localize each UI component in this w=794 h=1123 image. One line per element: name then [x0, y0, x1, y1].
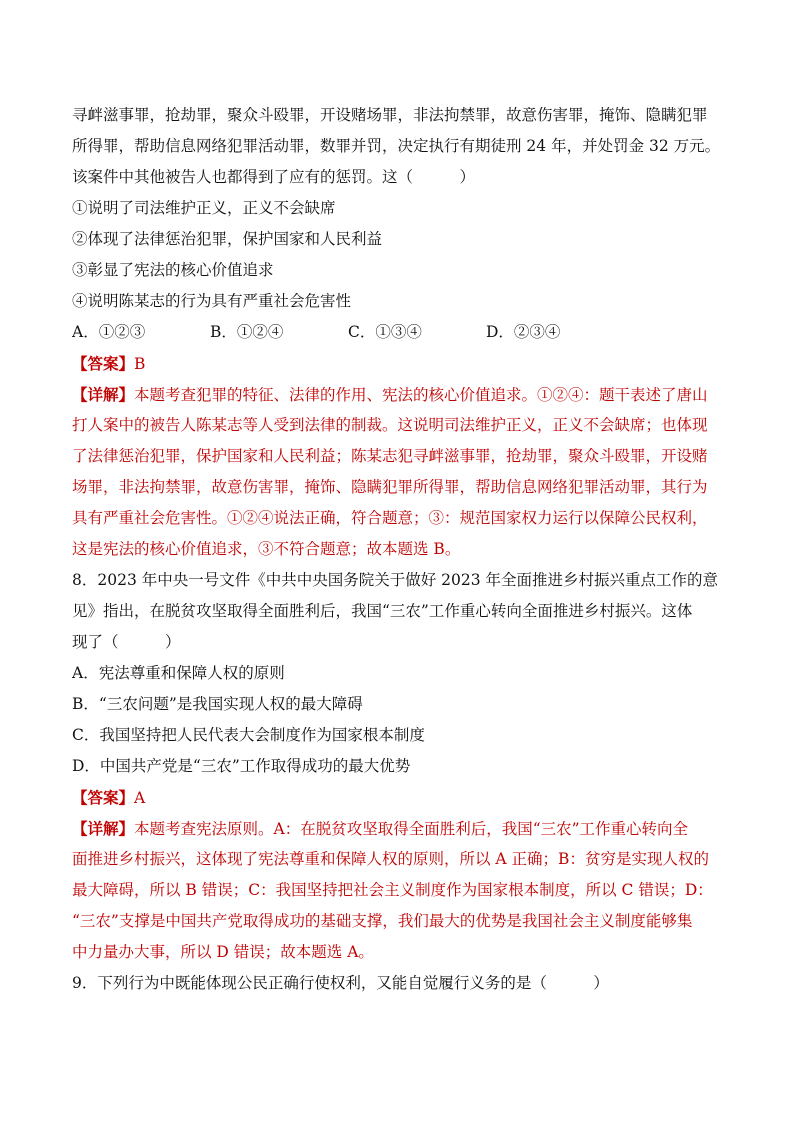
q7-detail-line: 了法律惩治犯罪，保护国家和人民利益；陈某志犯寻衅滋事罪，抢劫罪，聚众斗殴罪，开设赌 [72, 447, 708, 465]
q7-option-c: C．①③④ [348, 323, 422, 341]
q8-detail-line: 中力量办大事，所以 D 错误；故本题选 A。 [72, 943, 374, 961]
q8-detail-line: “三农”支撑是中国共产党取得成功的基础支撑，我们最大的优势是我国社会主义制度能够集 [72, 912, 693, 930]
q7-detail-label: 【详解】 [72, 385, 135, 404]
q7-stem-line: 该案件中其他被告人也都得到了应有的惩罚。这（ ） [72, 168, 476, 186]
q8-detail [72, 813, 722, 968]
q7-detail-line: 这是宪法的核心价值追求，③不符合题意；故本题选 B。 [72, 540, 461, 558]
q7-option-b: B．①②④ [210, 323, 284, 341]
q7-statement-4: ④说明陈某志的行为具有严重社会危害性 [72, 292, 352, 310]
q8-stem-line: 现了（ ） [72, 633, 181, 651]
q8-answer-label: 【答案】 [72, 788, 135, 807]
q8-option-b: B．“三农问题”是我国实现人权的最大障碍 [72, 695, 363, 713]
q8-answer [72, 782, 722, 813]
q8-option-a: A．宪法尊重和保障人权的原则 [72, 664, 285, 682]
q7-option-d: D．②③④ [486, 323, 561, 341]
q7-answer-label: 【答案】 [72, 354, 135, 373]
q8-stem-line: 8．2023 年中央一号文件《中共中央国务院关于做好 2023 年全面推进乡村振兴重点工作的意 [72, 571, 719, 589]
q8-detail-line: 本题考查宪法原则。A：在脱贫攻坚取得全面胜利后，我国“三农”工作重心转向全 [134, 820, 689, 838]
q8-detail-label: 【详解】 [72, 819, 135, 838]
q7-statement-1: ①说明了司法维护正义，正义不会缺席 [72, 199, 336, 217]
q7-detail-line: 本题考查犯罪的特征、法律的作用、宪法的核心价值追求。①②④：题干表述了唐山 [134, 386, 708, 404]
q7-answer [72, 348, 722, 379]
q7-answer-value: B [134, 355, 146, 373]
q7-stem-line: 所得罪，帮助信息网络犯罪活动罪，数罪并罚，决定执行有期徒刑 24 年，并处罚金 32 万元。 [72, 137, 721, 155]
q7-detail-line: 场罪，非法拘禁罪，故意伤害罪，掩饰、隐瞒犯罪所得罪，帮助信息网络犯罪活动罪，其行为 [72, 478, 708, 496]
q7-stem-line: 寻衅滋事罪，抢劫罪，聚众斗殴罪，开设赌场罪，非法拘禁罪，故意伤害罪，掩饰、隐瞒犯罪 [72, 106, 708, 124]
q7-detail-line: 打人案中的被告人陈某志等人受到法律的制裁。这说明司法维护正义，正义不会缺席；也体现 [72, 416, 708, 434]
question-8 [72, 565, 722, 968]
question-9 [72, 968, 722, 999]
question-7 [72, 100, 722, 565]
q7-statement-3: ③彰显了宪法的核心价值追求 [72, 261, 274, 279]
q8-detail-line: 面推进乡村振兴，这体现了宪法尊重和保障人权的原则，所以 A 正确；B：贫穷是实现人权的 [72, 850, 709, 868]
q8-option-c: C．我国坚持把人民代表大会制度作为国家根本制度 [72, 726, 425, 744]
q9-stem-line: 9．下列行为中既能体现公民正确行使权利，又能自觉履行义务的是（ ） [72, 974, 609, 992]
q7-detail-line: 具有严重社会危害性。①②④说法正确，符合题意；③：规范国家权力运行以保障公民权利， [72, 509, 708, 527]
q7-statement-2: ②体现了法律惩治犯罪，保护国家和人民利益 [72, 230, 383, 248]
q8-answer-value: A [134, 789, 146, 807]
q8-detail-line: 最大障碍，所以 B 错误；C：我国坚持把社会主义制度作为国家根本制度，所以 C 错误；D： [72, 881, 713, 899]
q8-option-d: D．中国共产党是“三农”工作取得成功的最大优势 [72, 757, 411, 775]
q7-detail [72, 379, 722, 565]
document-content [72, 100, 722, 999]
q7-option-a: A．①②③ [72, 323, 146, 341]
q8-stem-line: 见》指出，在脱贫攻坚取得全面胜利后，我国“三农”工作重心转向全面推进乡村振兴。这体 [72, 602, 693, 620]
q7-options [72, 317, 722, 348]
